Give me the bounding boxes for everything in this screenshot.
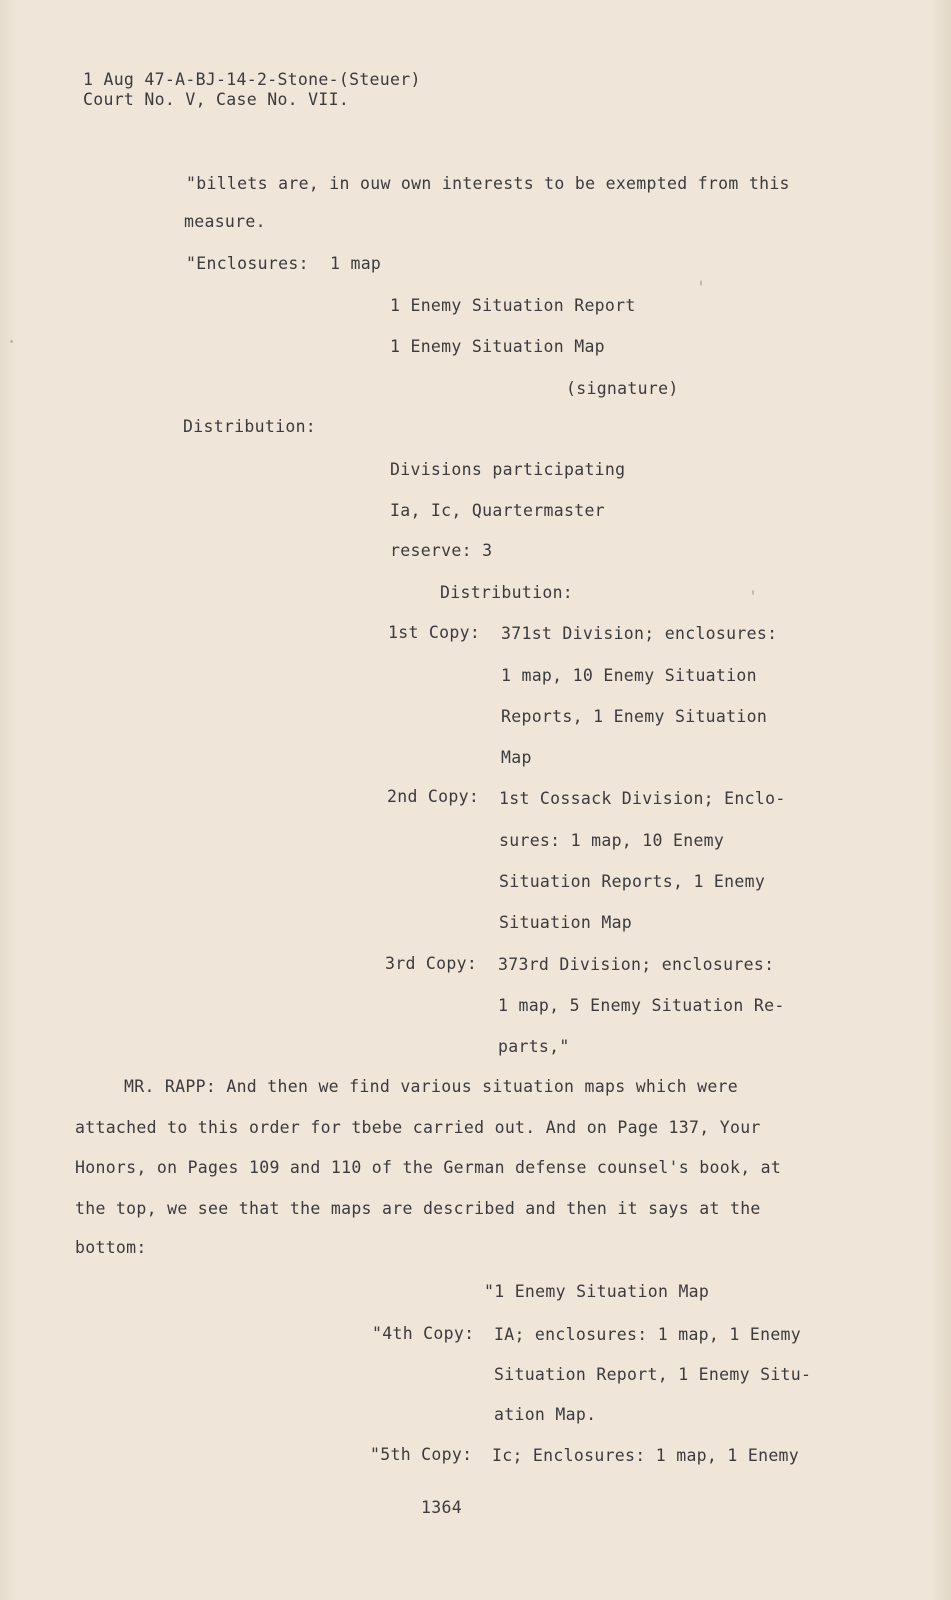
enclosure-item: 1 map: [330, 254, 382, 273]
copy-text-line: 1 map, 10 Enemy Situation: [501, 666, 757, 685]
page-number: 1364: [421, 1498, 462, 1517]
copy-label: 1st Copy:: [388, 623, 481, 642]
distribution-item: reserve: 3: [390, 541, 493, 560]
copy-text-line: Ic; Enclosures: 1 map, 1 Enemy: [492, 1446, 800, 1465]
paper-speck: [700, 280, 702, 286]
distribution-item: Divisions participating: [390, 460, 626, 479]
paper-speck: [752, 590, 754, 595]
copy-text-line: Situation Reports, 1 Enemy: [499, 872, 766, 891]
copy-text-line: 371st Division; enclosures:: [501, 624, 778, 643]
copy-text-line: Reports, 1 Enemy Situation: [501, 707, 768, 726]
copy-text-line: 1 map, 5 Enemy Situation Re-: [498, 996, 785, 1015]
body-line: the top, we see that the maps are described and then it says at the: [75, 1199, 761, 1218]
enclosures-label: "Enclosures:: [186, 254, 309, 273]
body-line: attached to this order for tbebe carried out. And on Page 137, Your: [75, 1118, 761, 1137]
quote2-line: "1 Enemy Situation Map: [484, 1282, 710, 1301]
body-line: bottom:: [75, 1238, 147, 1257]
body-line: Honors, on Pages 109 and 110 of the German defense counsel's book, at: [75, 1158, 782, 1177]
copy-text-line: Map: [501, 748, 532, 767]
copy-label: 2nd Copy:: [387, 787, 480, 806]
copy-label: "4th Copy:: [372, 1324, 475, 1343]
enclosure-item: 1 Enemy Situation Report: [390, 296, 636, 315]
copy-text-line: Situation Map: [499, 913, 633, 932]
distribution-heading: Distribution:: [440, 583, 574, 602]
enclosure-item: 1 Enemy Situation Map: [390, 337, 605, 356]
distribution-label: Distribution:: [183, 417, 317, 436]
copy-text-line: ation Map.: [494, 1405, 597, 1424]
quote-line-2: measure.: [184, 212, 266, 231]
body-line: MR. RAPP: And then we find various situation maps which were: [124, 1077, 739, 1096]
copy-text-line: 1st Cossack Division; Enclo-: [499, 789, 786, 808]
signature-note: (signature): [566, 379, 679, 398]
copy-label: 3rd Copy:: [385, 954, 478, 973]
copy-text-line: IA; enclosures: 1 map, 1 Enemy: [494, 1325, 802, 1344]
copy-text-line: Situation Report, 1 Enemy Situ-: [494, 1365, 812, 1384]
copy-text-line: parts,": [498, 1037, 570, 1056]
copy-text-line: sures: 1 map, 10 Enemy: [499, 831, 725, 850]
quote-line-1: "billets are, in ouw own interests to be exempted from this: [186, 174, 790, 193]
header-line-1: 1 Aug 47-A-BJ-14-2-Stone-(Steuer): [83, 70, 421, 89]
header-line-2: Court No. V, Case No. VII.: [83, 90, 350, 109]
copy-text-line: 373rd Division; enclosures:: [498, 955, 775, 974]
distribution-item: Ia, Ic, Quartermaster: [390, 501, 605, 520]
paper-speck: [10, 340, 13, 343]
copy-label: "5th Copy:: [370, 1445, 473, 1464]
